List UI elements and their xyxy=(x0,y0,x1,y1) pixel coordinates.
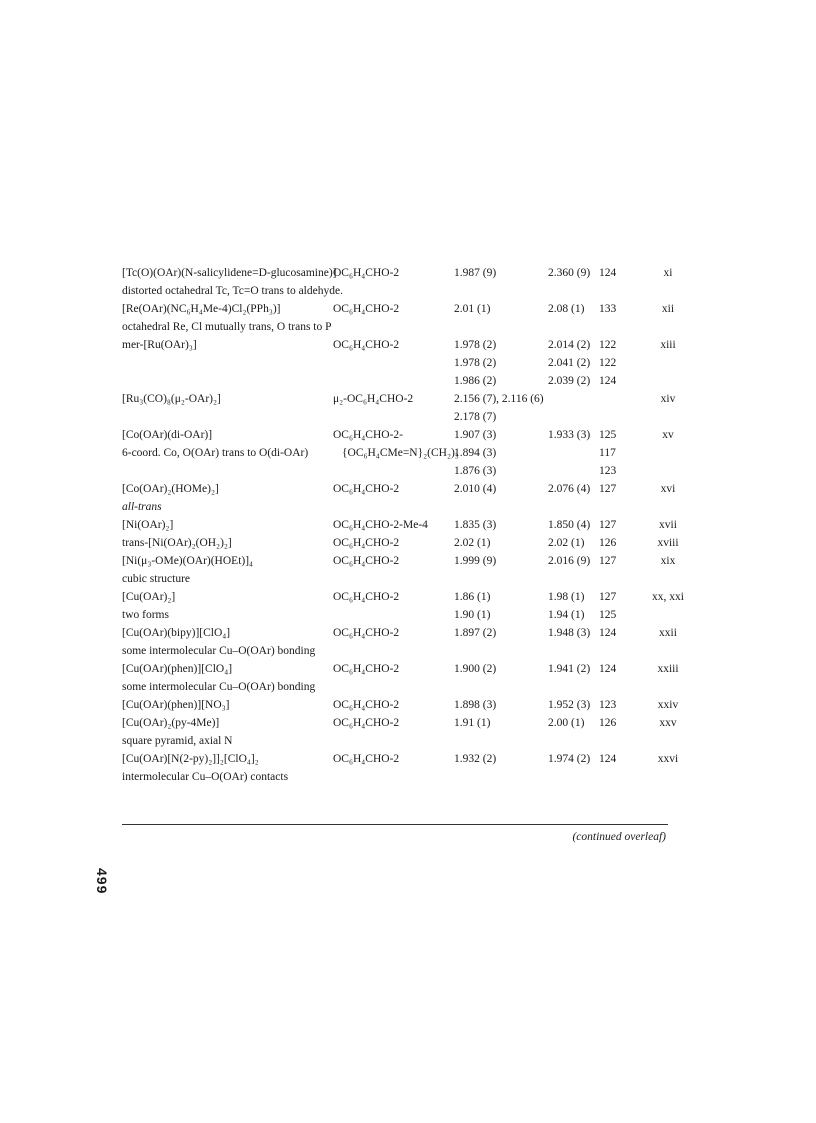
m-o-distance-cell: 1.835 (3) xyxy=(454,519,497,531)
table-row xyxy=(122,678,668,696)
compound-cell: some intermolecular Cu–O(OAr) bonding xyxy=(122,681,316,693)
ligand-cell: OC₆H₄CHO-2 xyxy=(333,483,400,495)
m-o-distance-cell: 1.86 (1) xyxy=(454,591,491,603)
m-o-aldehyde-cell: 1.941 (2) xyxy=(548,663,591,675)
angle-cell: 133 xyxy=(599,303,617,315)
angle-cell: 124 xyxy=(599,753,617,765)
m-o-aldehyde-cell: 1.98 (1) xyxy=(548,591,585,603)
table-row xyxy=(122,300,675,318)
m-o-distance-cell: 1.894 (3) xyxy=(454,447,497,459)
table-row xyxy=(122,462,668,480)
table-row xyxy=(122,624,677,642)
angle-cell: 124 xyxy=(599,375,617,387)
table-row xyxy=(122,498,668,516)
page-number: 499 xyxy=(94,868,110,895)
table-row xyxy=(122,570,668,588)
ligand-cell: OC₆H₄CHO-2- xyxy=(333,429,403,441)
m-o-distance-cell: 1.897 (2) xyxy=(454,627,497,639)
angle-cell: 127 xyxy=(599,483,617,495)
ligand-cell: OC₆H₄CHO-2 xyxy=(333,339,400,351)
m-o-distance-cell: 1.876 (3) xyxy=(454,465,497,477)
angle-cell: 127 xyxy=(599,591,617,603)
angle-cell: 124 xyxy=(599,627,617,639)
compound-cell: [Co(OAr)₂(HOMe)₂] xyxy=(122,483,219,495)
reference-cell: xxiv xyxy=(657,699,679,711)
table-row xyxy=(122,390,676,408)
table-row xyxy=(122,660,679,678)
table-row xyxy=(122,408,668,426)
table-row xyxy=(122,282,668,300)
compound-cell: some intermolecular Cu–O(OAr) bonding xyxy=(122,645,316,657)
table-row xyxy=(122,606,668,624)
compound-cell: [Ru₃(CO)₈(μ₂-OAr)₂] xyxy=(122,393,221,405)
table-row xyxy=(122,444,668,462)
m-o-aldehyde-cell: 2.00 (1) xyxy=(548,717,585,729)
reference-cell: xi xyxy=(663,267,673,279)
angle-cell: 125 xyxy=(599,429,617,441)
m-o-distance-cell: 2.01 (1) xyxy=(454,303,491,315)
compound-cell: [Tc(O)(OAr)(N-salicylidene=D-glucosamine)] xyxy=(122,267,337,279)
table-row xyxy=(122,552,676,570)
compound-cell: square pyramid, axial N xyxy=(122,735,233,747)
m-o-aldehyde-cell: 2.08 (1) xyxy=(548,303,585,315)
table-row xyxy=(122,642,668,660)
table-row xyxy=(122,426,674,444)
m-o-distance-cell: 2.178 (7) xyxy=(454,411,497,423)
m-o-distance-cell: 1.978 (2) xyxy=(454,357,497,369)
compound-cell: distorted octahedral Tc, Tc=O trans to aldehyde. xyxy=(122,285,343,297)
table-row xyxy=(122,768,668,786)
m-o-distance-cell: 1.907 (3) xyxy=(454,429,497,441)
table-row xyxy=(122,354,668,372)
table-row xyxy=(122,264,673,282)
m-o-distance-cell: 1.987 (9) xyxy=(454,267,497,279)
reference-cell: xix xyxy=(660,555,676,567)
compound-cell: intermolecular Cu–O(OAr) contacts xyxy=(122,771,289,783)
compound-cell: [Cu(OAr)(bipy)][ClO₄] xyxy=(122,627,231,639)
ligand-cell: OC₆H₄CHO-2 xyxy=(333,537,400,549)
angle-cell: 126 xyxy=(599,717,617,729)
table-row xyxy=(122,516,677,534)
m-o-aldehyde-cell: 2.041 (2) xyxy=(548,357,591,369)
table-row xyxy=(122,372,668,390)
ligand-cell: {OC₆H₄CMe=N}₂(CH₂)₃ xyxy=(342,447,459,459)
compound-cell: [Cu(OAr)(phen)][ClO₄] xyxy=(122,663,233,675)
compound-cell: [Ni(OAr)₂] xyxy=(122,519,174,531)
reference-cell: xv xyxy=(662,429,674,441)
m-o-distance-cell: 1.900 (2) xyxy=(454,663,497,675)
reference-cell: xvi xyxy=(660,483,676,495)
m-o-distance-cell: 2.156 (7), 2.116 (6) xyxy=(454,393,544,405)
m-o-distance-cell: 2.010 (4) xyxy=(454,483,497,495)
m-o-aldehyde-cell: 2.016 (9) xyxy=(548,555,591,567)
compound-cell: trans-[Ni(OAr)₂(OH₂)₂] xyxy=(122,537,232,549)
table-row xyxy=(122,732,668,750)
compound-cell: [Ni(μ₃-OMe)(OAr)(HOEt)]₄ xyxy=(122,555,254,567)
m-o-aldehyde-cell: 1.948 (3) xyxy=(548,627,591,639)
table-bottom-rule xyxy=(122,824,668,825)
angle-cell: 124 xyxy=(599,267,617,279)
table-row xyxy=(122,750,679,768)
table-row xyxy=(122,336,676,354)
table-row xyxy=(122,318,668,336)
table-row xyxy=(122,696,679,714)
reference-cell: xviii xyxy=(657,537,679,549)
m-o-distance-cell: 1.932 (2) xyxy=(454,753,497,765)
table-row xyxy=(122,588,684,606)
ligand-cell: OC₆H₄CHO-2 xyxy=(333,717,400,729)
reference-cell: xxii xyxy=(659,627,677,639)
m-o-distance-cell: 1.90 (1) xyxy=(454,609,491,621)
data-table xyxy=(122,264,684,786)
reference-cell: xxiii xyxy=(657,663,679,675)
m-o-distance-cell: 2.02 (1) xyxy=(454,537,491,549)
ligand-cell: OC₆H₄CHO-2 xyxy=(333,267,400,279)
angle-cell: 123 xyxy=(599,465,617,477)
m-o-distance-cell: 1.986 (2) xyxy=(454,375,497,387)
ligand-cell: OC₆H₄CHO-2-Me-4 xyxy=(333,519,428,531)
reference-cell: xii xyxy=(661,303,675,315)
angle-cell: 123 xyxy=(599,699,617,711)
m-o-aldehyde-cell: 1.974 (2) xyxy=(548,753,591,765)
table-row xyxy=(122,714,677,732)
compound-cell: [Cu(OAr)[N(2-py)₂]]₂[ClO₄]₂ xyxy=(122,753,259,765)
compound-cell: [Cu(OAr)₂(py-4Me)] xyxy=(122,717,220,729)
m-o-aldehyde-cell: 2.360 (9) xyxy=(548,267,591,279)
compound-cell: 6-coord. Co, O(OAr) trans to O(di-OAr) xyxy=(122,447,309,459)
m-o-aldehyde-cell: 2.076 (4) xyxy=(548,483,591,495)
m-o-aldehyde-cell: 1.94 (1) xyxy=(548,609,585,621)
m-o-distance-cell: 1.978 (2) xyxy=(454,339,497,351)
m-o-aldehyde-cell: 1.933 (3) xyxy=(548,429,591,441)
reference-cell: xxvi xyxy=(657,753,679,765)
ligand-cell: OC₆H₄CHO-2 xyxy=(333,753,400,765)
table-row xyxy=(122,480,676,498)
m-o-aldehyde-cell: 1.850 (4) xyxy=(548,519,591,531)
ligand-cell: OC₆H₄CHO-2 xyxy=(333,663,400,675)
reference-cell: xx, xxi xyxy=(652,591,684,603)
compound-cell: two forms xyxy=(122,609,169,621)
m-o-distance-cell: 1.898 (3) xyxy=(454,699,497,711)
m-o-distance-cell: 1.999 (9) xyxy=(454,555,497,567)
ligand-cell: μ₂-OC₆H₄CHO-2 xyxy=(333,393,414,405)
angle-cell: 127 xyxy=(599,519,617,531)
ligand-cell: OC₆H₄CHO-2 xyxy=(333,591,400,603)
ligand-cell: OC₆H₄CHO-2 xyxy=(333,699,400,711)
m-o-aldehyde-cell: 1.952 (3) xyxy=(548,699,591,711)
compound-cell: [Re(OAr)(NC₆H₄Me-4)Cl₂(PPh₃)] xyxy=(122,303,281,315)
ligand-cell: OC₆H₄CHO-2 xyxy=(333,555,400,567)
compound-cell: [Cu(OAr)(phen)][NO₃] xyxy=(122,699,230,711)
m-o-aldehyde-cell: 2.02 (1) xyxy=(548,537,585,549)
m-o-distance-cell: 1.91 (1) xyxy=(454,717,491,729)
angle-cell: 122 xyxy=(599,339,617,351)
table-row xyxy=(122,534,679,552)
compound-cell: all-trans xyxy=(122,501,162,513)
ligand-cell: OC₆H₄CHO-2 xyxy=(333,303,400,315)
compound-cell: [Cu(OAr)₂] xyxy=(122,591,176,603)
compound-cell: octahedral Re, Cl mutually trans, O trans to P xyxy=(122,321,332,333)
reference-cell: xiii xyxy=(660,339,676,351)
compound-cell: cubic structure xyxy=(122,573,191,585)
angle-cell: 124 xyxy=(599,663,617,675)
ligand-cell: OC₆H₄CHO-2 xyxy=(333,627,400,639)
angle-cell: 125 xyxy=(599,609,617,621)
compound-cell: [Co(OAr)(di-OAr)] xyxy=(122,429,213,441)
angle-cell: 117 xyxy=(599,447,616,459)
angle-cell: 122 xyxy=(599,357,617,369)
reference-cell: xxv xyxy=(659,717,677,729)
continued-note: (continued overleaf) xyxy=(572,831,666,843)
angle-cell: 127 xyxy=(599,555,617,567)
m-o-aldehyde-cell: 2.039 (2) xyxy=(548,375,591,387)
m-o-aldehyde-cell: 2.014 (2) xyxy=(548,339,591,351)
reference-cell: xiv xyxy=(660,393,676,405)
compound-cell: mer-[Ru(OAr)₃] xyxy=(122,339,197,351)
angle-cell: 126 xyxy=(599,537,617,549)
reference-cell: xvii xyxy=(659,519,677,531)
